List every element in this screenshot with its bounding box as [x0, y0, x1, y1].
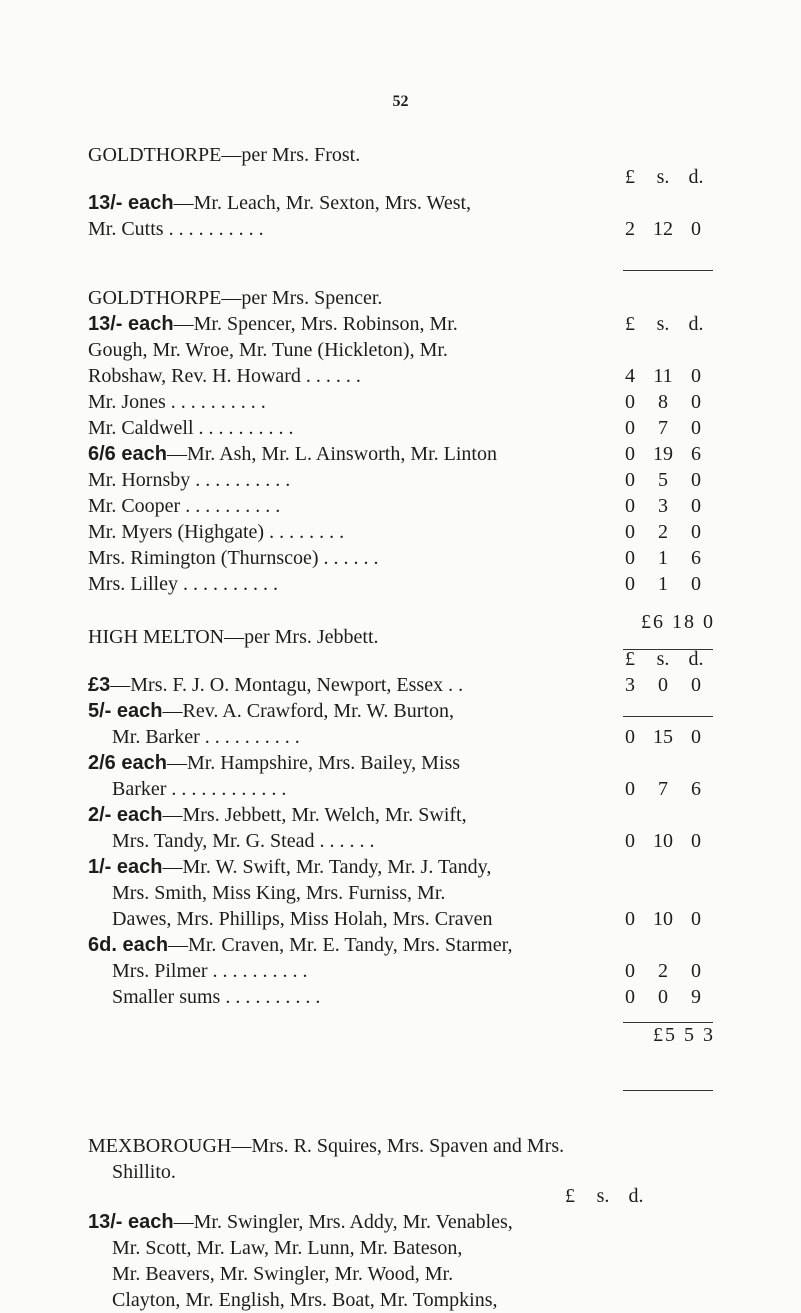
- entry-row: 6d. each—Mr. Craven, Mr. E. Tandy, Mrs. Starmer, Mrs. Pilmer . . . . . . . . . . 0 2 0: [88, 934, 701, 982]
- entry-row: 13/- each—Mr. Swingler, Mrs. Addy, Mr. Venables, Mr. Scott, Mr. Law, Mr. Lunn, Mr. Bateson, Mr. Beavers, Mr. Swingler, Mr. Wood, Mr. Clayton, Mr. English, Mrs. Boat, Mr. Tompkins,: [88, 1211, 513, 1311]
- total-rule: [623, 1090, 713, 1091]
- entry-row: 1/- each—Mr. W. Swift, Mr. Tandy, Mr. J. Tandy, Mrs. Smith, Miss King, Mrs. Furniss, Mr. Dawes, Mrs. Phillips, Miss Holah, Mrs. Craven 0 10 0: [88, 856, 701, 930]
- section-heading: GOLDTHORPE—per Mrs. Spencer.: [88, 287, 383, 309]
- entry-row: 2/- each—Mrs. Jebbett, Mr. Welch, Mr. Swift, Mrs. Tandy, Mr. G. Stead . . . . . . 0 10 0: [88, 804, 701, 852]
- section-goldthorpe-spencer: [88, 285, 713, 635]
- section-mexborough: [88, 1133, 713, 1313]
- section-heading-continued: Shillito.: [112, 1161, 176, 1183]
- currency-header: £ s. d.: [625, 648, 704, 670]
- entry-row: Mr. Cooper . . . . . . . . . . 0 3 0: [88, 495, 701, 517]
- entry-row: Mr. Hornsby . . . . . . . . . . 0 5 0: [88, 469, 701, 491]
- entry-row: Smaller sums . . . . . . . . . . 0 0 9: [112, 986, 701, 1008]
- entry-row: Mr. Myers (Highgate) . . . . . . . . 0 2 0: [88, 521, 701, 543]
- rate-label: 2/6 each: [88, 752, 167, 774]
- currency-header: £ s. d.: [565, 1185, 644, 1207]
- section-total: £5 5 3: [653, 1024, 715, 1046]
- rate-label: 13/- each: [88, 1211, 174, 1233]
- rate-label: 2/- each: [88, 804, 163, 826]
- rate-label: 6d. each: [88, 934, 169, 956]
- currency-header: £ s. d.: [625, 166, 704, 188]
- section-heading: MEXBOROUGH—Mrs. R. Squires, Mrs. Spaven and Mrs.: [88, 1135, 565, 1157]
- total-rule: [623, 270, 713, 271]
- entry-row: 13/- each—Mr. Spencer, Mrs. Robinson, Mr. Gough, Mr. Wroe, Mr. Tune (Hickleton), Mr. Robshaw, Rev. H. Howard . . . . . . £ s. d. 4 11 0: [88, 313, 704, 387]
- entry-row: Mr. Jones . . . . . . . . . . 0 8 0: [88, 391, 701, 413]
- rate-label: £3: [88, 674, 111, 696]
- entry-row: 13/- each—Mr. Leach, Mr. Sexton, Mrs. West, Mr. Cutts . . . . . . . . . . 2 12 0: [88, 192, 701, 240]
- page-number: 52: [392, 93, 409, 110]
- entry-row: £3—Mrs. F. J. O. Montagu, Newport, Essex . . 3 0 0: [88, 674, 701, 696]
- entry-row: 5/- each—Rev. A. Crawford, Mr. W. Burton, Mr. Barker . . . . . . . . . . 0 15 0: [88, 700, 701, 748]
- entry-row: Mr. Caldwell . . . . . . . . . . 0 7 0: [88, 417, 701, 439]
- section-heading: GOLDTHORPE—per Mrs. Frost.: [88, 144, 361, 166]
- rate-label: 1/- each: [88, 856, 163, 878]
- section-goldthorpe-frost: [88, 142, 713, 242]
- entry-row: 2/6 each—Mr. Hampshire, Mrs. Bailey, Miss Barker . . . . . . . . . . . . 0 7 6: [88, 752, 701, 800]
- section-total: £6 18 0: [641, 611, 715, 633]
- rate-label: 13/- each: [88, 192, 174, 214]
- entry-row: Mrs. Rimington (Thurnscoe) . . . . . . 0 1 6: [88, 547, 701, 569]
- section-high-melton: [88, 624, 713, 1048]
- entry-row: Mrs. Lilley . . . . . . . . . . 0 1 0: [88, 573, 701, 595]
- rate-label: 6/6 each: [88, 443, 167, 465]
- entry-row: 6/6 each—Mr. Ash, Mr. L. Ainsworth, Mr. Linton 0 19 6: [88, 443, 701, 465]
- section-heading: HIGH MELTON—per Mrs. Jebbett.: [88, 626, 379, 648]
- rate-label: 13/- each: [88, 313, 174, 335]
- rate-label: 5/- each: [88, 700, 163, 722]
